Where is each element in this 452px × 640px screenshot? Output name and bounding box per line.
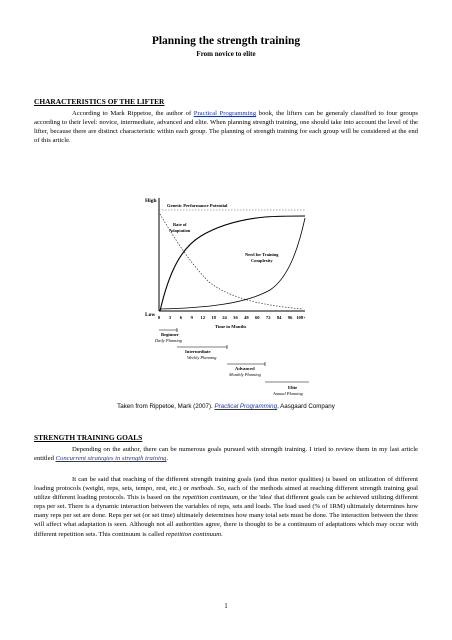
paragraph-goals-intro (34, 445, 418, 463)
x-tick-labels (158, 315, 306, 320)
paragraph-text: Depending on the author, there can be numerous goals pursued with strength training. I tried to review them in my last article entitled (34, 446, 418, 463)
page-subtitle: From novice to elite (196, 50, 256, 58)
adaptation-figure (145, 192, 315, 400)
paragraph-text: According to Mark Rippetoe, the author of (72, 110, 194, 117)
stage-beginner (154, 328, 183, 343)
stage-name: Elite (288, 385, 298, 390)
stage-plan: Annual Planning (273, 391, 303, 396)
x-tick-label: 3 (168, 315, 172, 320)
x-tick-label: 9 (190, 315, 193, 320)
stage-intermediate (177, 345, 227, 360)
low-label: Low (145, 312, 156, 318)
x-tick-label: 84 (276, 315, 282, 320)
x-tick-label: 96 (287, 315, 293, 320)
page-title: Planning the strength training (151, 35, 301, 47)
adaptation-chart (145, 192, 315, 400)
rate-label-2: Adaptation (169, 228, 191, 233)
stage-elite (265, 382, 309, 396)
stage-advanced (227, 362, 265, 377)
paragraph-text: , or the 'idea' that different goals can be achieved utilizing different reps per set. There is a dynamic interaction between the variables of reps, sets and loads. The load used (% of 1RM) ultimately determines how many reps per set are done. Reps per set (or set time) ultimately determines how many total sets must be done. The interaction between the three will affect what adaptation is seen. Although not all authorities agree, there is thought to be a continuum of adaptations which may occur with different repetition sets. This continuum is called (34, 494, 418, 538)
concurrent-strategies-link[interactable]: Concurrent strategies in strength training (55, 455, 167, 463)
methods-term: methods (191, 485, 214, 493)
practical-programming-link[interactable]: Practical Programming (193, 110, 257, 117)
x-tick-label: 12 (200, 315, 205, 320)
section-heading-characteristics: CHARACTERISTICS OF THE LIFTER (34, 97, 165, 106)
caption-text: Taken from Rippetoe, Mark (2007). (117, 403, 215, 410)
repetition-continuum-term: repetition continuum (182, 494, 238, 502)
stage-plan: Daily Planning (155, 338, 182, 343)
figure-caption (0, 403, 452, 410)
x-tick-label: 36 (233, 315, 238, 320)
x-tick-label: 24 (222, 315, 227, 320)
caption-book-link[interactable]: Practical Programming (214, 403, 278, 410)
x-tick-label: 6 (179, 315, 182, 320)
paragraph-characteristics (34, 109, 418, 145)
paragraph-text: . (166, 455, 169, 463)
caption-text: , Aasgaard Company (277, 403, 335, 410)
stage-name: Advanced (235, 366, 255, 371)
high-label: High (145, 198, 157, 204)
stage-plan: Weekly Planning (187, 355, 217, 360)
need-label-2: Complexity (251, 258, 273, 263)
page-number: 1 (224, 602, 228, 610)
paragraph-text: . (221, 530, 223, 538)
x-tick-label: 0 (157, 315, 161, 320)
genetic-potential-label: Genetic Performance Potential (167, 203, 228, 208)
section-heading-goals: STRENGTH TRAINING GOALS (34, 433, 143, 442)
stage-name: Beginner (161, 332, 179, 337)
repetition-continuum-term: repetition continuum (165, 530, 222, 538)
x-tick-label: 48 (244, 315, 249, 320)
paragraph-repetition-continuum (34, 475, 418, 539)
paragraph-text: . So, each of the methods aimed at reaching different strength training goal utilize different loading protocols. This is based on the (34, 485, 418, 502)
paragraph-text: book, the lifters can be generaly classified to four groups according to their level: novice, intermediate, advanced and elite. When planning strength training, one should take into account the level of the lifter, because there are distinct characteristic within each group. The planning of strength training for each group will be considered at the end of this article. (34, 110, 418, 145)
x-axis-label: Time in Months (215, 324, 247, 329)
need-label-1: Need for Training (245, 252, 279, 257)
paragraph-text: It can be said that reaching of the different strength training goals (and thus motor qualities) is based on utilization of different loading protocols (weight, reps, sets, tempo, rest, etc.) or (34, 476, 418, 493)
stage-plan: Monthly Planning (229, 372, 261, 377)
x-tick-label: 72 (265, 315, 271, 320)
rate-label-1: Rate of (173, 222, 187, 227)
stage-name: Intermediate (185, 349, 211, 354)
x-tick-label: 18 (211, 315, 216, 320)
x-tick-label: 60 (255, 315, 260, 320)
x-tick-label: 108+ (296, 315, 306, 320)
